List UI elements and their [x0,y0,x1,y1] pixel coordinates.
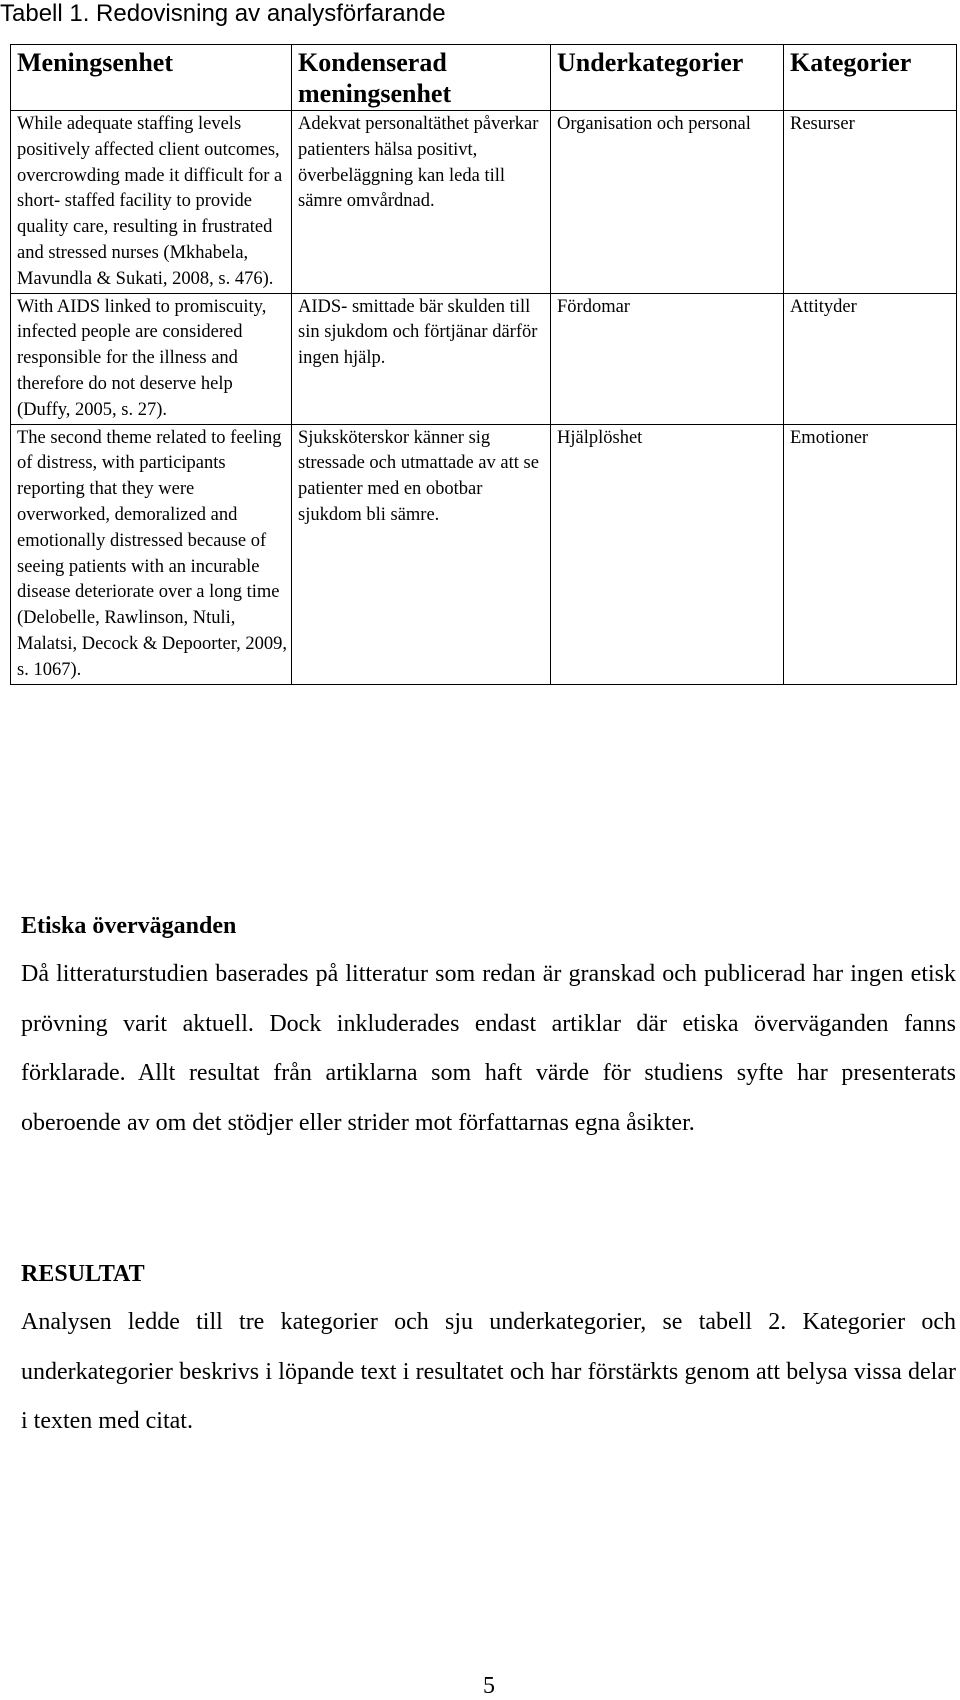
table-row [11,424,957,684]
cell-kategori: Emotioner [784,424,957,684]
analysis-table [10,44,957,685]
header-meningsenhet: Meningsenhet [11,45,292,111]
page-number: 5 [483,1673,495,1699]
section-heading-resultat: RESULTAT [21,1261,145,1287]
cell-meningsenhet: With AIDS linked to promiscuity, infected people are considered responsible for the illness and therefore do not deserve help (Duffy, 2005, s. 27). [11,293,292,424]
cell-kategori: Attityder [784,293,957,424]
cell-meningsenhet: The second theme related to feeling of distress, with participants reporting that they were overworked, demoralized and emotionally distressed because of seeing patients with an incurable disease deteriorate over a long time (Delobelle, Rawlinson, Ntuli, Malatsi, Decock & Depoorter, 2009, s. 1067). [11,424,292,684]
table-row [11,111,957,294]
cell-underkategori: Hjälplöshet [551,424,784,684]
header-underkategorier: Underkategorier [551,45,784,111]
cell-kondenserad: AIDS- smittade bär skulden till sin sjukdom och förtjänar därför ingen hjälp. [292,293,551,424]
cell-kondenserad: Sjuksköterskor känner sig stressade och utmattade av att se patienter med en obotbar sjukdom bli sämre. [292,424,551,684]
cell-underkategori: Fördomar [551,293,784,424]
section-body-resultat: Analysen ledde till tre kategorier och sju underkategorier, se tabell 2. Kategorier och underkategorier beskrivs i löpande text i resultatet och har förstärkts genom att belysa vissa delar i texten med citat. [21,1309,956,1434]
header-kondenserad-meningsenhet: Kondenserad meningsenhet [292,45,551,111]
cell-underkategori: Organisation och personal [551,111,784,294]
section-heading-etiska-overvaganden: Etiska överväganden [21,913,237,939]
cell-kategori: Resurser [784,111,957,294]
header-kategorier: Kategorier [784,45,957,111]
cell-kondenserad: Adekvat personaltäthet påverkar patienters hälsa positivt, överbeläggning kan leda till sämre omvårdnad. [292,111,551,294]
section-body-etiska-overvaganden: Då litteraturstudien baserades på litteratur som redan är granskad och publicerad har ingen etisk prövning varit aktuell. Dock inkluderades endast artiklar där etiska överväganden fanns förklarade. Allt resultat från artiklarna som haft värde för studiens syfte har presenterats oberoende av om det stödjer eller strider mot författarnas egna åsikter. [21,961,956,1136]
cell-meningsenhet: While adequate staffing levels positively affected client outcomes, overcrowding made it difficult for a short- staffed facility to provide quality care, resulting in frustrated and stressed nurses (Mkhabela, Mavundla & Sukati, 2008, s. 476). [11,111,292,294]
table-caption: Tabell 1. Redovisning av analysförfarande [0,0,446,27]
table-header-row [11,45,957,111]
table-row [11,293,957,424]
